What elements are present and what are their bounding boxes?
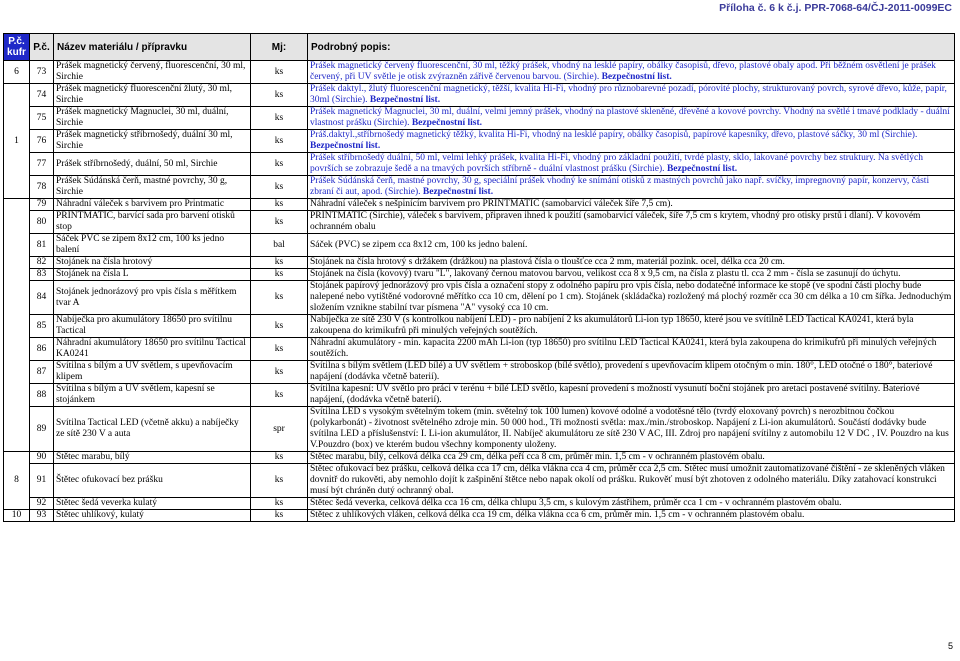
name-cell: Svítilna s bílým a UV světlem, s upevňovacím klipem bbox=[54, 361, 251, 384]
name-cell: Nabíječka pro akumulátory 18650 pro svítilnu Tactical bbox=[54, 315, 251, 338]
table-row bbox=[4, 510, 955, 522]
pc-cell: 73 bbox=[30, 61, 54, 84]
pc-cell: 77 bbox=[30, 153, 54, 176]
desc-cell: PRINTMATIC (Sirchie), váleček s barvivem, připraven ihned k použití (samobarvicí váleček, šíře 7,5 cm s krytem, vhodný pro otisky prstů i dlaní). V kovovém ochranném obalu bbox=[308, 211, 955, 234]
header-name: Název materiálu / přípravku bbox=[54, 34, 251, 61]
header-desc: Podrobný popis: bbox=[308, 34, 955, 61]
table-row bbox=[4, 361, 955, 384]
table-row bbox=[4, 84, 955, 107]
desc-text: Prášek magnetický Magnuclei, 30 ml, duální, velmi jemný prášek, vhodný na plastové skleněné, dřevěné a kovové povrchy. Vhodný na světlé i tmavé podklady - duální vlastnost prášku (Sirchie). bbox=[310, 107, 950, 128]
name-cell: Prášek magnetický Magnuclei, 30 ml, duální, Sirchie bbox=[54, 107, 251, 130]
name-cell: Náhradní akumulátory 18650 pro svítilnu Tactical KA0241 bbox=[54, 338, 251, 361]
name-cell: Prášek magnetický červený, fluorescenční, 30 ml, Sirchie bbox=[54, 61, 251, 84]
table-row bbox=[4, 211, 955, 234]
name-cell: Stojánek na čísla hrotový bbox=[54, 257, 251, 269]
name-cell: Prášek magnetický fluorescenční žlutý, 30 ml, Sirchie bbox=[54, 84, 251, 107]
table-row bbox=[4, 234, 955, 257]
pc-cell: 79 bbox=[30, 199, 54, 211]
pc-cell: 92 bbox=[30, 498, 54, 510]
safety-sheet-label: Bezpečnostní list. bbox=[666, 164, 738, 174]
table-row bbox=[4, 338, 955, 361]
safety-sheet-label: Bezpečnostní list. bbox=[411, 118, 483, 128]
mj-cell: ks bbox=[251, 107, 308, 130]
header-kufr: P.č. kufr bbox=[4, 34, 30, 61]
table-row bbox=[4, 464, 955, 498]
kufr-cell bbox=[4, 199, 30, 452]
pc-cell: 87 bbox=[30, 361, 54, 384]
kufr-cell: 6 bbox=[4, 61, 30, 84]
desc-cell bbox=[308, 130, 955, 153]
pc-cell: 83 bbox=[30, 269, 54, 281]
pc-cell: 85 bbox=[30, 315, 54, 338]
mj-cell: bal bbox=[251, 234, 308, 257]
desc-cell bbox=[308, 176, 955, 199]
name-cell: Štětec ofukovací bez prášku bbox=[54, 464, 251, 498]
table-row bbox=[4, 407, 955, 452]
mj-cell: ks bbox=[251, 199, 308, 211]
pc-cell: 86 bbox=[30, 338, 54, 361]
name-cell: Stojánek na čísla L bbox=[54, 269, 251, 281]
table-row bbox=[4, 176, 955, 199]
mj-cell: ks bbox=[251, 176, 308, 199]
mj-cell: ks bbox=[251, 211, 308, 234]
desc-cell: Stojánek papírový jednorázový pro vpis čísla a označení stopy z odolného papíru pro vpis čísla, nebo dodatečné informace ke stopě (ve spodní části plochy bude nalepené nebo vytištěné vodorovné měřítko cca 10 cm, dělení po 1 cm). Stojánek (skládačka) rozložený má plochý rozměr cca 30 cm délka a 10 cm šířka. Jednoduchým složením vznikne stabilní tvar písmena "A" vysoký cca 10 cm. bbox=[308, 281, 955, 315]
name-cell: Stojánek jednorázový pro vpis čísla s měřítkem tvar A bbox=[54, 281, 251, 315]
safety-sheet-label: Bezpečnostní list. bbox=[310, 141, 381, 151]
pc-cell: 76 bbox=[30, 130, 54, 153]
desc-cell: Štětec z uhlíkových vláken, celková délka cca 19 cm, délka vlákna cca 6 cm, průměr min. 1,5 cm - v ochranném plastovém obalu. bbox=[308, 510, 955, 522]
name-cell: Svítilna s bílým a UV světlem, kapesní se stojánkem bbox=[54, 384, 251, 407]
pc-cell: 89 bbox=[30, 407, 54, 452]
desc-cell: Svítilna s bílým světlem (LED bílé) a UV světlem + stroboskop (bílé světlo), provedení s upevňovacím klipem otočným o min. 180°, LED otočné o 180°, bateriové napájení (dodávka včetně baterií). bbox=[308, 361, 955, 384]
desc-text: Prášek magnetický červený fluorescenční, 30 ml, těžký prášek, vhodný na lesklé papíry, obálky časopisů, dřevo, plastové obaly apod. Při běžném osvětlení je prášek červený, při UV světle je otisk zvýrazněn zářivě červenou barvou. (Sirchie). bbox=[310, 61, 936, 82]
mj-cell: ks bbox=[251, 257, 308, 269]
desc-cell: Náhradní akumulátory - min. kapacita 2200 mAh Li-ion (typ 18650) pro svítilnu LED Tactical KA0241, která byla zakoupena do krimikufrů při minulých veřejných soutěžích. bbox=[308, 338, 955, 361]
name-cell: Prášek Súdánská čerň, mastné povrchy, 30 g, Sirchie bbox=[54, 176, 251, 199]
desc-cell: Náhradní váleček s nešpinícím barvivem pro PRINTMATIC (samobarvicí váleček šíře 7,5 cm). bbox=[308, 199, 955, 211]
pc-cell: 90 bbox=[30, 452, 54, 464]
table-row bbox=[4, 315, 955, 338]
table-row bbox=[4, 153, 955, 176]
table-header-row bbox=[4, 34, 955, 61]
name-cell: PRINTMATIC, barvící sada pro barvení otisků stop bbox=[54, 211, 251, 234]
header-pc: P.č. bbox=[30, 34, 54, 61]
desc-text: Prášek Súdánská čerň, mastné povrchy, 30 g, speciální prášek vhodný ke snímání otisků z mastných povrchů jako např. svíčky, impregnovný papír, konzervy, části zbraní či aut, apod. (Sirchie). bbox=[310, 176, 930, 197]
desc-cell: Sáček (PVC) se zipem cca 8x12 cm, 100 ks jedno balení. bbox=[308, 234, 955, 257]
pc-cell: 74 bbox=[30, 84, 54, 107]
kufr-cell: 10 bbox=[4, 510, 30, 522]
name-cell: Prášek magnetický stříbrnošedý, duální 30 ml, Sirchie bbox=[54, 130, 251, 153]
mj-cell: ks bbox=[251, 130, 308, 153]
mj-cell: ks bbox=[251, 61, 308, 84]
pc-cell: 80 bbox=[30, 211, 54, 234]
desc-cell: Štětec šedá veverka, celková délka cca 16 cm, délka chlupu 3,5 cm, s kulovým zástřihem, průměr cca 1 cm - v ochranném plastovém obalu. bbox=[308, 498, 955, 510]
table-row bbox=[4, 452, 955, 464]
mj-cell: ks bbox=[251, 315, 308, 338]
name-cell: Štětec marabu, bílý bbox=[54, 452, 251, 464]
desc-cell bbox=[308, 61, 955, 84]
mj-cell: ks bbox=[251, 361, 308, 384]
mj-cell: ks bbox=[251, 84, 308, 107]
mj-cell: ks bbox=[251, 269, 308, 281]
kufr-cell: 1 bbox=[4, 84, 30, 199]
desc-cell bbox=[308, 153, 955, 176]
desc-text: Prášek daktyl., žlutý fluorescenční magnetický, těžší, kvalita Hi-Fi, vhodný pro různobarevné pozadí, pórovité plochy, strukturovaný povrch, syrové dřevo, kůže, papír, 30ml (Sirchie). bbox=[310, 84, 947, 105]
pc-cell: 91 bbox=[30, 464, 54, 498]
pc-cell: 88 bbox=[30, 384, 54, 407]
mj-cell: ks bbox=[251, 281, 308, 315]
name-cell: Prášek stříbrnošedý, duální, 50 ml, Sirchie bbox=[54, 153, 251, 176]
desc-cell bbox=[308, 84, 955, 107]
name-cell: Sáček PVC se zipem 8x12 cm, 100 ks jedno balení bbox=[54, 234, 251, 257]
mj-cell: ks bbox=[251, 452, 308, 464]
desc-text: Prášek stříbrnošedý duální, 50 ml, velmi lehký prášek, kvalita Hi-Fi, vhodný pro základní použití, tvrdé plasty, sklo, lakované povrchy bez struktury. Na světlých površích se zobrazuje šedě a na tmavých površích stříbrně - duální vlastnost prášku (Sirchie). bbox=[310, 153, 923, 174]
mj-cell: ks bbox=[251, 338, 308, 361]
name-cell: Svítilna Tactical LED (včetně akku) a nabíječky ze sítě 230 V a auta bbox=[54, 407, 251, 452]
desc-cell: Stojánek na čísla (kovový) tvaru "L", lakovaný černou matovou barvou, velikost cca 8 x 9,5 cm, na čísla z plastu tl. cca 2 mm - čísla se zasunují do úchytu. bbox=[308, 269, 955, 281]
table-row bbox=[4, 498, 955, 510]
table-row bbox=[4, 199, 955, 211]
table-row bbox=[4, 61, 955, 84]
mj-cell: ks bbox=[251, 464, 308, 498]
desc-cell bbox=[308, 107, 955, 130]
mj-cell: ks bbox=[251, 498, 308, 510]
document-reference: Příloha č. 6 k č.j. PPR-7068-64/ČJ-2011-0099EC bbox=[719, 2, 952, 14]
desc-cell: Stojánek na čísla hrotový s držákem (drážkou) na plastová čísla o tloušťce cca 2 mm, materiál pozink. ocel, délka cca 20 cm. bbox=[308, 257, 955, 269]
materials-table bbox=[3, 33, 955, 522]
desc-cell: Svítilna LED s vysokým světelným tokem (min. světelný tok 100 lumen) kovové odolné a vodotěsné tělo (tvrdý eloxovaný povrch) s nerozbitnou čočkou (polykarbonát) - životnost světelného zdroje min. 50 000 hod., Tři možnosti světla: max./min./stroboskop. Napájení z Li-ion akumulátorů. Součástí dodávky bude svítilna LED a příslušenství: I. Li-ion akumulátor, II. Nabíječ akumulátoru ze sítě 230 V AC, III. Zdroj pro napájení svítilny z automobilu 12 V DC , IV. Pouzdro na kus V.Pouzdro (box) ve kterém budou všechny komponenty uloženy. bbox=[308, 407, 955, 452]
safety-sheet-label: Bezpečnostní list. bbox=[601, 72, 672, 82]
table-row bbox=[4, 107, 955, 130]
safety-sheet-label: Bezpečnostní list. bbox=[422, 187, 494, 197]
mj-cell: ks bbox=[251, 153, 308, 176]
pc-cell: 84 bbox=[30, 281, 54, 315]
table-row bbox=[4, 281, 955, 315]
pc-cell: 81 bbox=[30, 234, 54, 257]
mj-cell: ks bbox=[251, 384, 308, 407]
pc-cell: 75 bbox=[30, 107, 54, 130]
mj-cell: spr bbox=[251, 407, 308, 452]
name-cell: Štětec uhlíkový, kulatý bbox=[54, 510, 251, 522]
desc-cell: Štětec marabu, bílý, celková délka cca 29 cm, délka peří cca 8 cm, průměr min. 1,5 cm - v ochranném plastovém obalu. bbox=[308, 452, 955, 464]
name-cell: Štětec šedá veverka kulatý bbox=[54, 498, 251, 510]
table-row bbox=[4, 269, 955, 281]
header-mj: Mj: bbox=[251, 34, 308, 61]
page-number: 5 bbox=[948, 641, 954, 651]
desc-cell: Svítilna kapesní: UV světlo pro práci v terénu + bílé LED světlo, kapesní provedení s možností vysunutí boční stojánek pro aretaci postavené svítilny. Bateriové napájení, (dodávka včetně baterií). bbox=[308, 384, 955, 407]
kufr-cell: 8 bbox=[4, 452, 30, 510]
safety-sheet-label: Bezpečnostní list. bbox=[369, 95, 441, 105]
pc-cell: 78 bbox=[30, 176, 54, 199]
table-row bbox=[4, 257, 955, 269]
table-row bbox=[4, 130, 955, 153]
desc-cell: Nabíječka ze sítě 230 V (s kontrolkou nabíjení LED) - pro nabíjení 2 ks akumulátorů Li-ion typ 18650, které jsou ve svítilně LED Tactical KA0241, která byla zakoupena do krimikufrů při minulých veřejných soutěžích. bbox=[308, 315, 955, 338]
pc-cell: 93 bbox=[30, 510, 54, 522]
pc-cell: 82 bbox=[30, 257, 54, 269]
desc-text: Práš.daktyl.,stříbrnošedý magnetický těžký, kvalita Hi-Fi, vhodný na lesklé papíry, obálky časopisů, papírové kapesníky, dřevo, plastové sáčky, 30 ml (Sirchie). bbox=[310, 130, 918, 140]
mj-cell: ks bbox=[251, 510, 308, 522]
desc-cell: Štětec ofukovací bez prášku, celková délka cca 17 cm, délka vlákna cca 4 cm, průměr cca 2,5 cm. Štětec musí umožnit zautomatizované čištění - ze skleněných vláken dovnitř do rukověti, aby nemohlo dojít k zašpinění štětce nebo napak okolí od prášku. Rukověť musí být zhotoven z odolného materiálu. Díky zatahovací konstrukci musí být chráněn dutý ochranný obal. bbox=[308, 464, 955, 498]
name-cell: Náhradní váleček s barvivem pro Printmatic bbox=[54, 199, 251, 211]
table-row bbox=[4, 384, 955, 407]
